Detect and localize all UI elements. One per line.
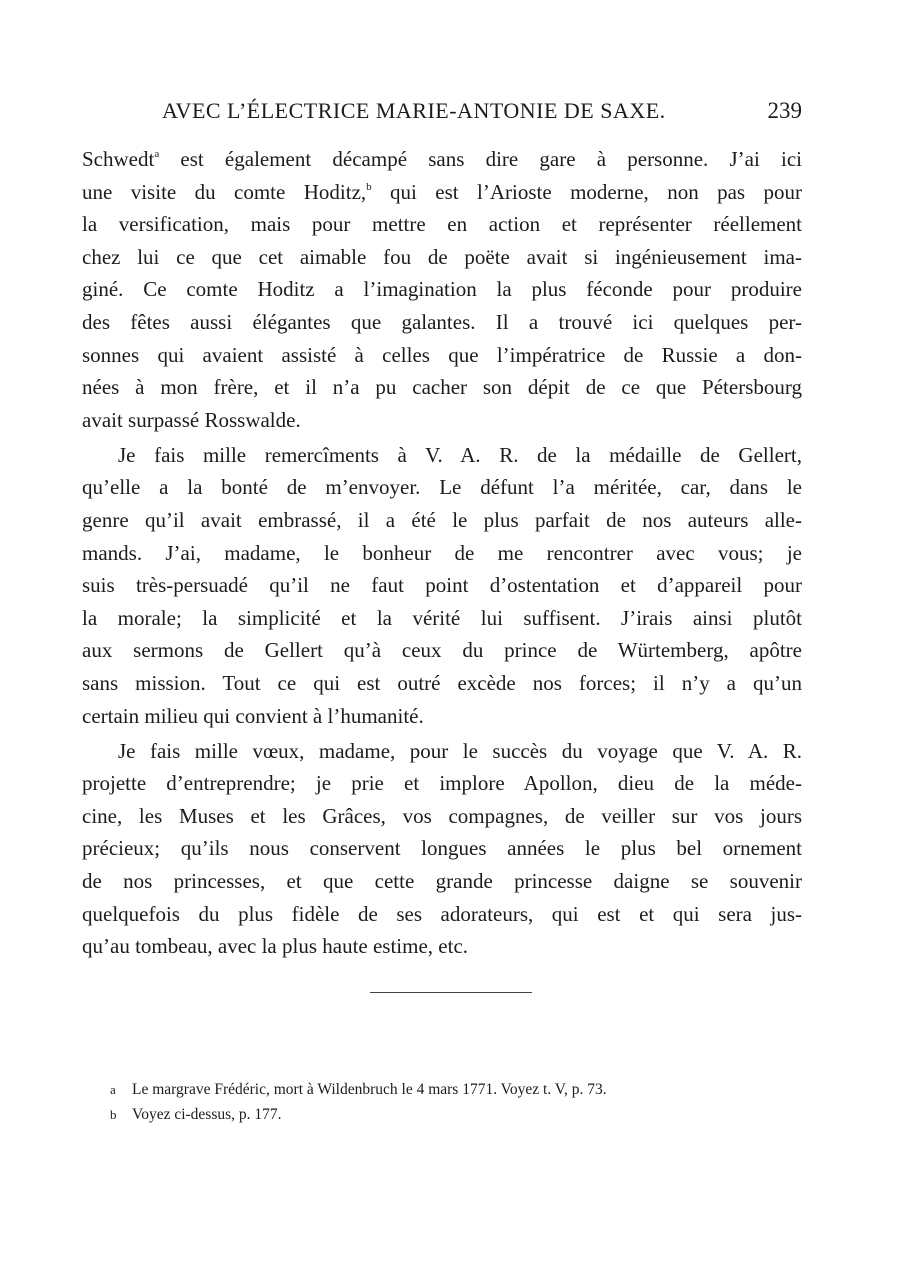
- footnotes: [110, 1077, 800, 1127]
- text-line: [82, 504, 802, 537]
- text-segment: cine, les Muses et les Grâces, vos compagnes, de veiller sur vos jours: [82, 803, 802, 828]
- text-segment: avait surpassé Rosswalde.: [82, 407, 301, 432]
- text-line: [82, 767, 802, 800]
- text-line: [82, 930, 802, 963]
- text-line: [82, 371, 802, 404]
- text-segment: projette d’entreprendre; je prie et implore Apollon, dieu de la méde-: [82, 771, 802, 796]
- text-segment: suis très-persuadé qu’il ne faut point d’ostentation et d’appareil pour: [82, 573, 802, 598]
- footnote-mark: a: [110, 1082, 116, 1097]
- text-segment: Je fais mille remercîments à V. A. R. de la médaille de Gellert,: [118, 442, 802, 467]
- text-segment: chez lui ce que cet aimable fou de poëte avait si ingénieusement ima-: [82, 244, 802, 269]
- text-segment: sonnes qui avaient assisté à celles que l’impératrice de Russie a don-: [82, 342, 802, 367]
- text-line: [82, 241, 802, 274]
- text-line: [82, 306, 802, 339]
- running-title: AVEC L’ÉLECTRICE MARIE-ANTONIE DE SAXE.: [162, 98, 666, 123]
- text-line: [82, 800, 802, 833]
- paragraph: [82, 143, 802, 436]
- text-line: [82, 569, 802, 602]
- running-head: [82, 98, 802, 134]
- text-line: [82, 667, 802, 700]
- text-line: [82, 735, 802, 768]
- text-line: [82, 471, 802, 504]
- text-line: [82, 404, 802, 437]
- text-segment: certain milieu qui convient à l’humanité.: [82, 703, 424, 728]
- text-segment: giné. Ce comte Hoditz a l’imagination la plus féconde pour produire: [82, 277, 802, 302]
- text-line: [82, 898, 802, 931]
- footnote-separator-rule: [370, 992, 532, 993]
- text-line: [82, 273, 802, 306]
- text-segment: la morale; la simplicité et la vérité lui suffisent. J’irais ainsi plutôt: [82, 605, 802, 630]
- text-segment: est également décampé sans dire gare à personne. J’ai ici: [159, 147, 802, 171]
- text-line: [82, 602, 802, 635]
- text-segment: Je fais mille vœux, madame, pour le succès du voyage que V. A. R.: [118, 738, 802, 763]
- page-number: 239: [767, 98, 802, 123]
- text-line: [82, 537, 802, 570]
- footnote: [110, 1102, 800, 1127]
- footnote: [110, 1077, 800, 1102]
- text-segment: qui est l’Arioste moderne, non pas pour: [371, 179, 802, 204]
- text-segment: de nos princesses, et que cette grande princesse daigne se souvenir: [82, 869, 802, 894]
- text-segment: aux sermons de Gellert qu’à ceux du prince de Würtemberg, apôtre: [82, 638, 802, 663]
- text-segment: la versification, mais pour mettre en action et représenter réellement: [82, 212, 802, 237]
- letter-body: [82, 143, 802, 963]
- paragraph: [82, 735, 802, 963]
- text-segment: des fêtes aussi élégantes que galantes. Il a trouvé ici quelques per-: [82, 309, 802, 334]
- text-line: [82, 832, 802, 865]
- text-line: [82, 865, 802, 898]
- text-line: [82, 700, 802, 733]
- text-line: [82, 439, 802, 472]
- text-line: [82, 143, 802, 176]
- footnote-mark: b: [110, 1107, 117, 1122]
- text-segment: quelquefois du plus fidèle de ses adorateurs, qui est et qui sera jus-: [82, 901, 802, 926]
- text-line: [82, 634, 802, 667]
- text-segment: une visite du comte Hoditz,: [82, 179, 367, 204]
- footnote-reference[interactable]: a: [154, 148, 160, 160]
- footnote-text: Voyez ci-dessus, p. 177.: [132, 1106, 282, 1123]
- text-segment: sans mission. Tout ce qui est outré excède nos forces; il n’y a qu’un: [82, 671, 802, 695]
- footnote-reference[interactable]: b: [366, 180, 372, 193]
- footnote-text: Le margrave Frédéric, mort à Wildenbruch le 4 mars 1771. Voyez t. V, p. 73.: [132, 1081, 607, 1098]
- text-segment: mands. J’ai, madame, le bonheur de me rencontrer avec vous; je: [82, 540, 802, 565]
- text-segment: Schwedt: [82, 147, 155, 171]
- text-line: [82, 176, 802, 209]
- text-segment: qu’au tombeau, avec la plus haute estime, etc.: [82, 934, 469, 959]
- text-segment: qu’elle a la bonté de m’envoyer. Le défunt l’a méritée, car, dans le: [82, 475, 802, 500]
- text-line: [82, 208, 802, 241]
- text-segment: précieux; qu’ils nous conservent longues années le plus bel ornement: [82, 836, 802, 861]
- text-line: [82, 339, 802, 372]
- text-segment: genre qu’il avait embrassé, il a été le plus parfait de nos auteurs alle-: [82, 508, 802, 533]
- text-segment: nées à mon frère, et il n’a pu cacher son dépit de ce que Pétersbourg: [82, 375, 802, 400]
- paragraph: [82, 439, 802, 732]
